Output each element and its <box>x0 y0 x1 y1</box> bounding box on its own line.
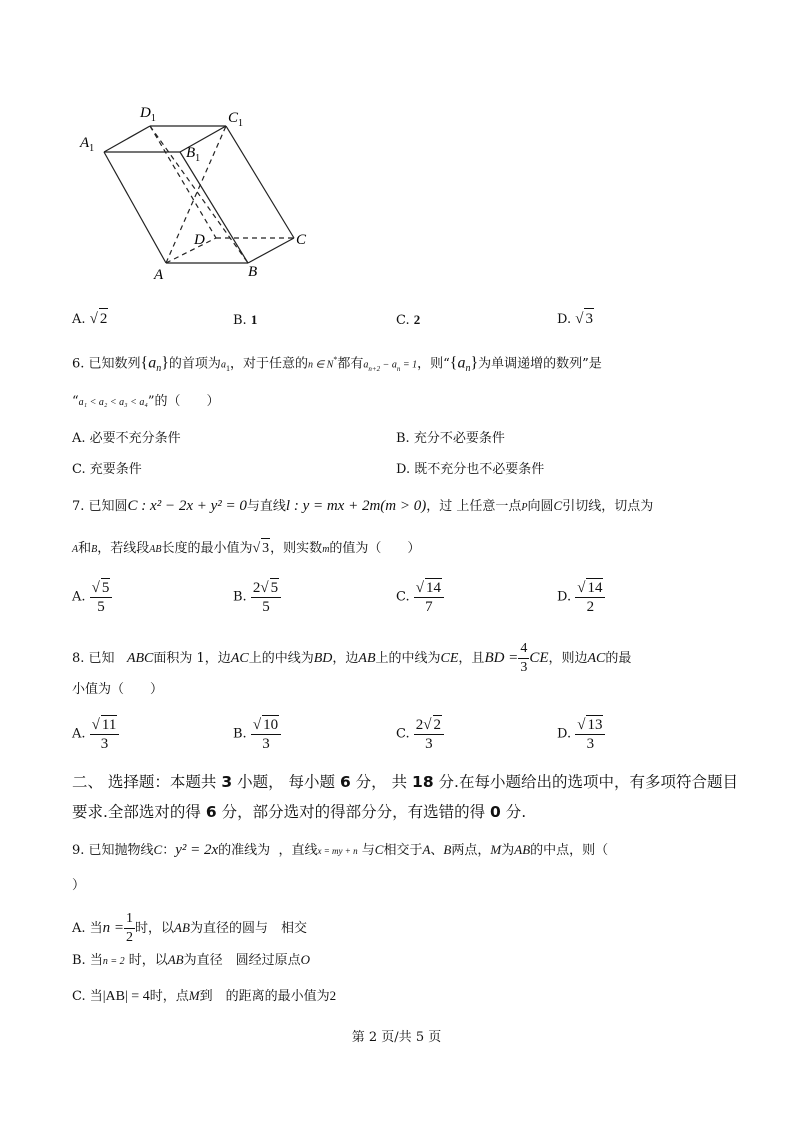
label-b1: $B_1$ <box>186 145 201 164</box>
option-value: 3 <box>584 308 594 329</box>
q8-option-b: B. $\frac{√ 10}{3}$ <box>233 715 281 753</box>
q5-option-c <box>396 310 420 331</box>
q7-stem-line1: 7. 已知圆C : x² − 2x + y² = 0与直线l : y = mx + 2m(m > 0)，过 上任意一点P向圆C引切线，切点为 <box>72 498 654 514</box>
option-letter: C. <box>396 313 410 328</box>
q6-option-a: A. 必要不充分条件 <box>72 431 181 446</box>
q7-option-c: C. $\frac{√ 14}{7}$ <box>396 578 444 616</box>
q7-option-a: A. $\frac{√ 5}{5}$ <box>72 578 112 616</box>
option-value: 1 <box>250 312 258 327</box>
q6-stem-line2: “a₁ < a₂ < a₃ < a₄”的（ ） <box>72 394 220 409</box>
q9-stem-line1: 9. 已知抛物线C：y² = 2x的准线为 ，直线x = my + n 与C相交于A、B两点，M为AB的中点，则（ <box>72 842 609 858</box>
q6-stem-line1: 6. 已知数列$\{a_n\}$的首项为$a_1$，对于任意的n ∈ N*都有$a_{n+2} - a_n = 1$，则“$\{a_n\}$为单调递增的数列”是 <box>72 354 602 374</box>
page-footer: 第 2 页/共 5 页 <box>351 1030 442 1045</box>
option-value: 2 <box>413 312 421 327</box>
edge-c1-c <box>226 126 294 238</box>
q6-option-c: C. 充要条件 <box>72 462 142 477</box>
parallelepiped-figure <box>70 95 330 290</box>
label-c: C <box>296 232 307 248</box>
q5-option-a: A. √ 2 <box>72 308 108 330</box>
label-d1: $D_1$ <box>140 105 156 124</box>
q8-option-d: D. $\frac{√ 13}{3}$ <box>557 715 605 753</box>
edge-a1-a <box>104 152 166 263</box>
parallelepiped-diagram <box>70 95 330 290</box>
q7-option-d: D. $\frac{√ 14}{2}$ <box>557 578 605 616</box>
edge-b1-b <box>180 152 248 263</box>
option-value: 2 <box>99 308 109 329</box>
option-letter: D. <box>557 312 572 327</box>
q9-option-c: C. 当|AB| = 4时，点M到 的距离的最小值为2 <box>72 988 337 1004</box>
label-b: B <box>248 264 258 280</box>
label-a1: $A_1$ <box>80 135 95 154</box>
edge-b-c <box>248 238 294 263</box>
option-letter: B. <box>233 313 247 328</box>
option-letter: A. <box>72 312 86 327</box>
q7-option-b: B. $\frac{2√ 5}{5}$ <box>233 578 281 616</box>
edge-d1-d <box>150 126 216 238</box>
section-heading-line1: 二、 选择题：本题共 3 小题， 每小题 6 分， 共 18 分.在每小题给出的选项中，有多项符合题目 <box>72 773 738 791</box>
q9-option-a: A. 当n = $\frac{1}{2}$ 时，以AB为直径的圆与 相交 <box>72 911 307 945</box>
q8-option-c: C. $\frac{2√ 2}{3}$ <box>396 715 444 753</box>
q6-option-d: D. 既不充分也不必要条件 <box>396 462 545 477</box>
edge-a1-d1 <box>104 126 150 152</box>
q9-stem-line2: ） <box>72 878 86 893</box>
q7-stem-line2: A和B，若线段AB长度的最小值为√ 3，则实数m的值为（ ） <box>72 538 420 560</box>
q8-option-a: A. $\frac{√ 11}{3}$ <box>72 715 119 753</box>
label-d: D <box>194 232 205 248</box>
q8-stem-line2: 小值为（ ） <box>72 682 164 697</box>
edge-a-d <box>166 238 216 263</box>
section-heading-line2: 要求.全部选对的得 6 分，部分选对的得部分分，有选错的得 0 分. <box>72 803 527 821</box>
label-c1: $C_1$ <box>228 110 244 129</box>
q5-option-b <box>233 310 257 331</box>
q5-option-d: D. √ 3 <box>557 308 594 330</box>
q8-stem-line1: 8. 已知 ABC面积为 1，边AC上的中线为BD，边AB上的中线为CE，且BD = $\frac{4}{3}$ CE，则边AC的最 <box>72 641 632 675</box>
label-a: A <box>154 267 164 283</box>
q9-option-b: B. 当n = 2 时，以AB为直径 圆经过原点O <box>72 952 311 968</box>
q6-option-b: B. 充分不必要条件 <box>396 431 505 446</box>
